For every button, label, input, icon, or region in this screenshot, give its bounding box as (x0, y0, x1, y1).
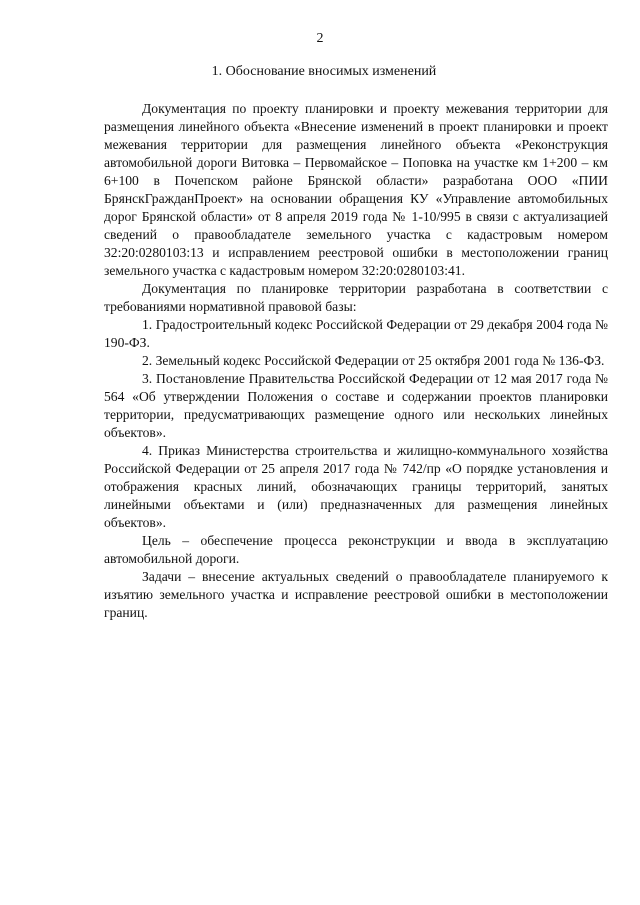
page-number: 2 (316, 31, 324, 46)
paragraph-goal: Цель – обеспечение процесса реконструкции и ввода в эксплуатацию автомобильной дороги. (104, 533, 608, 566)
paragraph-basis: Документация по проекту планировки и проекту межевания территории для размещения линейного объекта «Внесение изменений в проект планировки и проект межевания территории для размещения линейного объекта «Реконструкция автомобильной дороги Витовка – Первомайское – Поповка на участке км 1+200 – км 6+100 в Почепском районе Брянской области» разработана ООО «ПИИ БрянскГражданПроект» на основании обращения КУ «Управление автомобильных дорог Брянской области» от 8 апреля 2019 года № 1-10/995 в связи с актуализацией сведений о правообладателе земельного участка с кадастровым номером 32:20:0280103:13 и исправлением реестровой ошибки в местоположении границ земельного участка с кадастровым номером 32:20:0280103:41. (104, 101, 608, 278)
list-item-ministry-order: 4. Приказ Министерства строительства и жилищно-коммунального хозяйства Российской Федерации от 25 апреля 2017 года № 742/пр «О порядке установления и отображения красных линий, обозначающих границы территорий, занятых линейными объектами и (или) предназначенных для размещения линейных объектов». (104, 443, 608, 530)
paragraph-tasks: Задачи – внесение актуальных сведений о правообладателе планируемого к изъятию земельного участка и исправление реестровой ошибки в местоположении границ. (104, 569, 608, 620)
paragraph-regulatory-intro: Документация по планировке территории разработана в соответствии с требованиями нормативной правовой базы: (104, 281, 608, 314)
list-item-land-code: 2. Земельный кодекс Российской Федерации от 25 октября 2001 года № 136-ФЗ. (142, 353, 605, 368)
list-item-urban-code: 1. Градостроительный кодекс Российской Федерации от 29 декабря 2004 года № 190-ФЗ. (104, 317, 608, 350)
document-body (104, 100, 608, 622)
list-item-government-decree: 3. Постановление Правительства Российской Федерации от 12 мая 2017 года № 564 «Об утверждении Положения о составе и содержании проектов планировки территории, предусматривающих размещение одного или нескольких линейных объектов». (104, 371, 608, 440)
section-title: 1. Обоснование вносимых изменений (211, 64, 437, 79)
